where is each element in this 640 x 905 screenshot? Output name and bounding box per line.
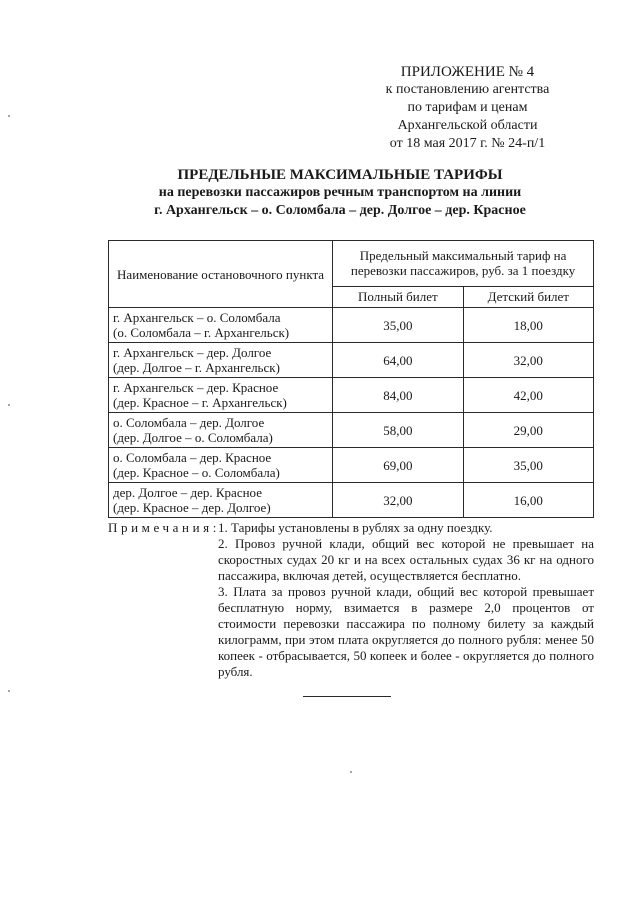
- child-price-cell: 29,00: [463, 413, 593, 448]
- title-line-1: ПРЕДЕЛЬНЫЕ МАКСИМАЛЬНЫЕ ТАРИФЫ: [177, 167, 503, 183]
- route-reverse: (дер. Красное – дер. Долгое): [113, 500, 271, 515]
- full-price-cell: 58,00: [333, 413, 463, 448]
- note-item: 3. Плата за провоз ручной клади, общий вес которой превышает бесплатную норму, взимается в размере 2,0 процентов от стоимости перевозки пассажира по полному билету за каждый килограмм, при этом плата округляется до полного рубля: менее 50 копеек - отбрасывается, 50 копеек и более - округляется до полного рубля.: [218, 584, 594, 679]
- stop-cell: [109, 308, 333, 343]
- table-row: [109, 448, 594, 483]
- full-price-cell: 32,00: [333, 483, 463, 518]
- notes-list: [218, 520, 594, 680]
- route-reverse: (дер. Красное – г. Архангельск): [113, 395, 287, 410]
- child-price-cell: 16,00: [463, 483, 593, 518]
- route-reverse: (дер. Долгое – г. Архангельск): [113, 360, 280, 375]
- route-forward: г. Архангельск – дер. Красное: [113, 380, 279, 395]
- appendix-heading: ПРИЛОЖЕНИЕ № 4: [400, 64, 535, 80]
- table-row: [109, 413, 594, 448]
- route-forward: г. Архангельск – о. Соломбала: [113, 310, 281, 325]
- route-reverse: (дер. Долгое – о. Соломбала): [113, 430, 273, 445]
- tariff-table: [108, 240, 594, 518]
- notes-label: Примечания:: [108, 520, 220, 535]
- header-child-ticket: Детский билет: [463, 286, 593, 307]
- appendix-block: [330, 63, 605, 153]
- appendix-line: к постановлению агентства: [385, 82, 550, 97]
- title-line-3: г. Архангельск – о. Соломбала – дер. Долгое – дер. Красное: [154, 203, 526, 218]
- appendix-date-line: от 18 мая 2017 г. № 24-п/1: [389, 136, 546, 151]
- header-stop-name: Наименование остановочного пункта: [109, 241, 333, 308]
- scan-speck: [8, 690, 10, 692]
- table-row: [109, 378, 594, 413]
- full-price-cell: 84,00: [333, 378, 463, 413]
- scan-speck: [8, 404, 10, 406]
- route-reverse: (о. Соломбала – г. Архангельск): [113, 325, 290, 340]
- document-title: [120, 166, 560, 220]
- scan-speck: [350, 771, 352, 773]
- child-price-cell: 18,00: [463, 308, 593, 343]
- table-row: [109, 308, 594, 343]
- header-tariff: Предельный максимальный тариф на перевозки пассажиров, руб. за 1 поездку: [333, 241, 594, 287]
- full-price-cell: 69,00: [333, 448, 463, 483]
- child-price-cell: 32,00: [463, 343, 593, 378]
- route-forward: г. Архангельск – дер. Долгое: [113, 345, 272, 360]
- stop-cell: [109, 483, 333, 518]
- full-price-cell: 64,00: [333, 343, 463, 378]
- full-price-cell: 35,00: [333, 308, 463, 343]
- table-row: [109, 483, 594, 518]
- stop-cell: [109, 413, 333, 448]
- scan-speck: [8, 115, 10, 117]
- stop-cell: [109, 448, 333, 483]
- header-full-ticket: Полный билет: [333, 286, 463, 307]
- table-row: [109, 343, 594, 378]
- appendix-line: по тарифам и ценам: [407, 100, 528, 115]
- title-line-2: на перевозки пассажиров речным транспортом на линии: [158, 185, 522, 200]
- route-reverse: (дер. Красное – о. Соломбала): [113, 465, 280, 480]
- route-forward: дер. Долгое – дер. Красное: [113, 485, 262, 500]
- child-price-cell: 42,00: [463, 378, 593, 413]
- stop-cell: [109, 343, 333, 378]
- stop-cell: [109, 378, 333, 413]
- route-forward: о. Соломбала – дер. Долгое: [113, 415, 265, 430]
- closing-rule: [303, 696, 391, 697]
- route-forward: о. Соломбала – дер. Красное: [113, 450, 272, 465]
- appendix-line: Архангельской области: [397, 118, 538, 133]
- child-price-cell: 35,00: [463, 448, 593, 483]
- note-item: 1. Тарифы установлены в рублях за одну поездку.: [218, 520, 493, 535]
- table-header-row: [109, 241, 594, 287]
- note-item: 2. Провоз ручной клади, общий вес которой не превышает на скоростных судах 20 кг и на всех остальных судах 36 кг на одного пассажира, включая детей, осуществляется бесплатно.: [218, 536, 594, 583]
